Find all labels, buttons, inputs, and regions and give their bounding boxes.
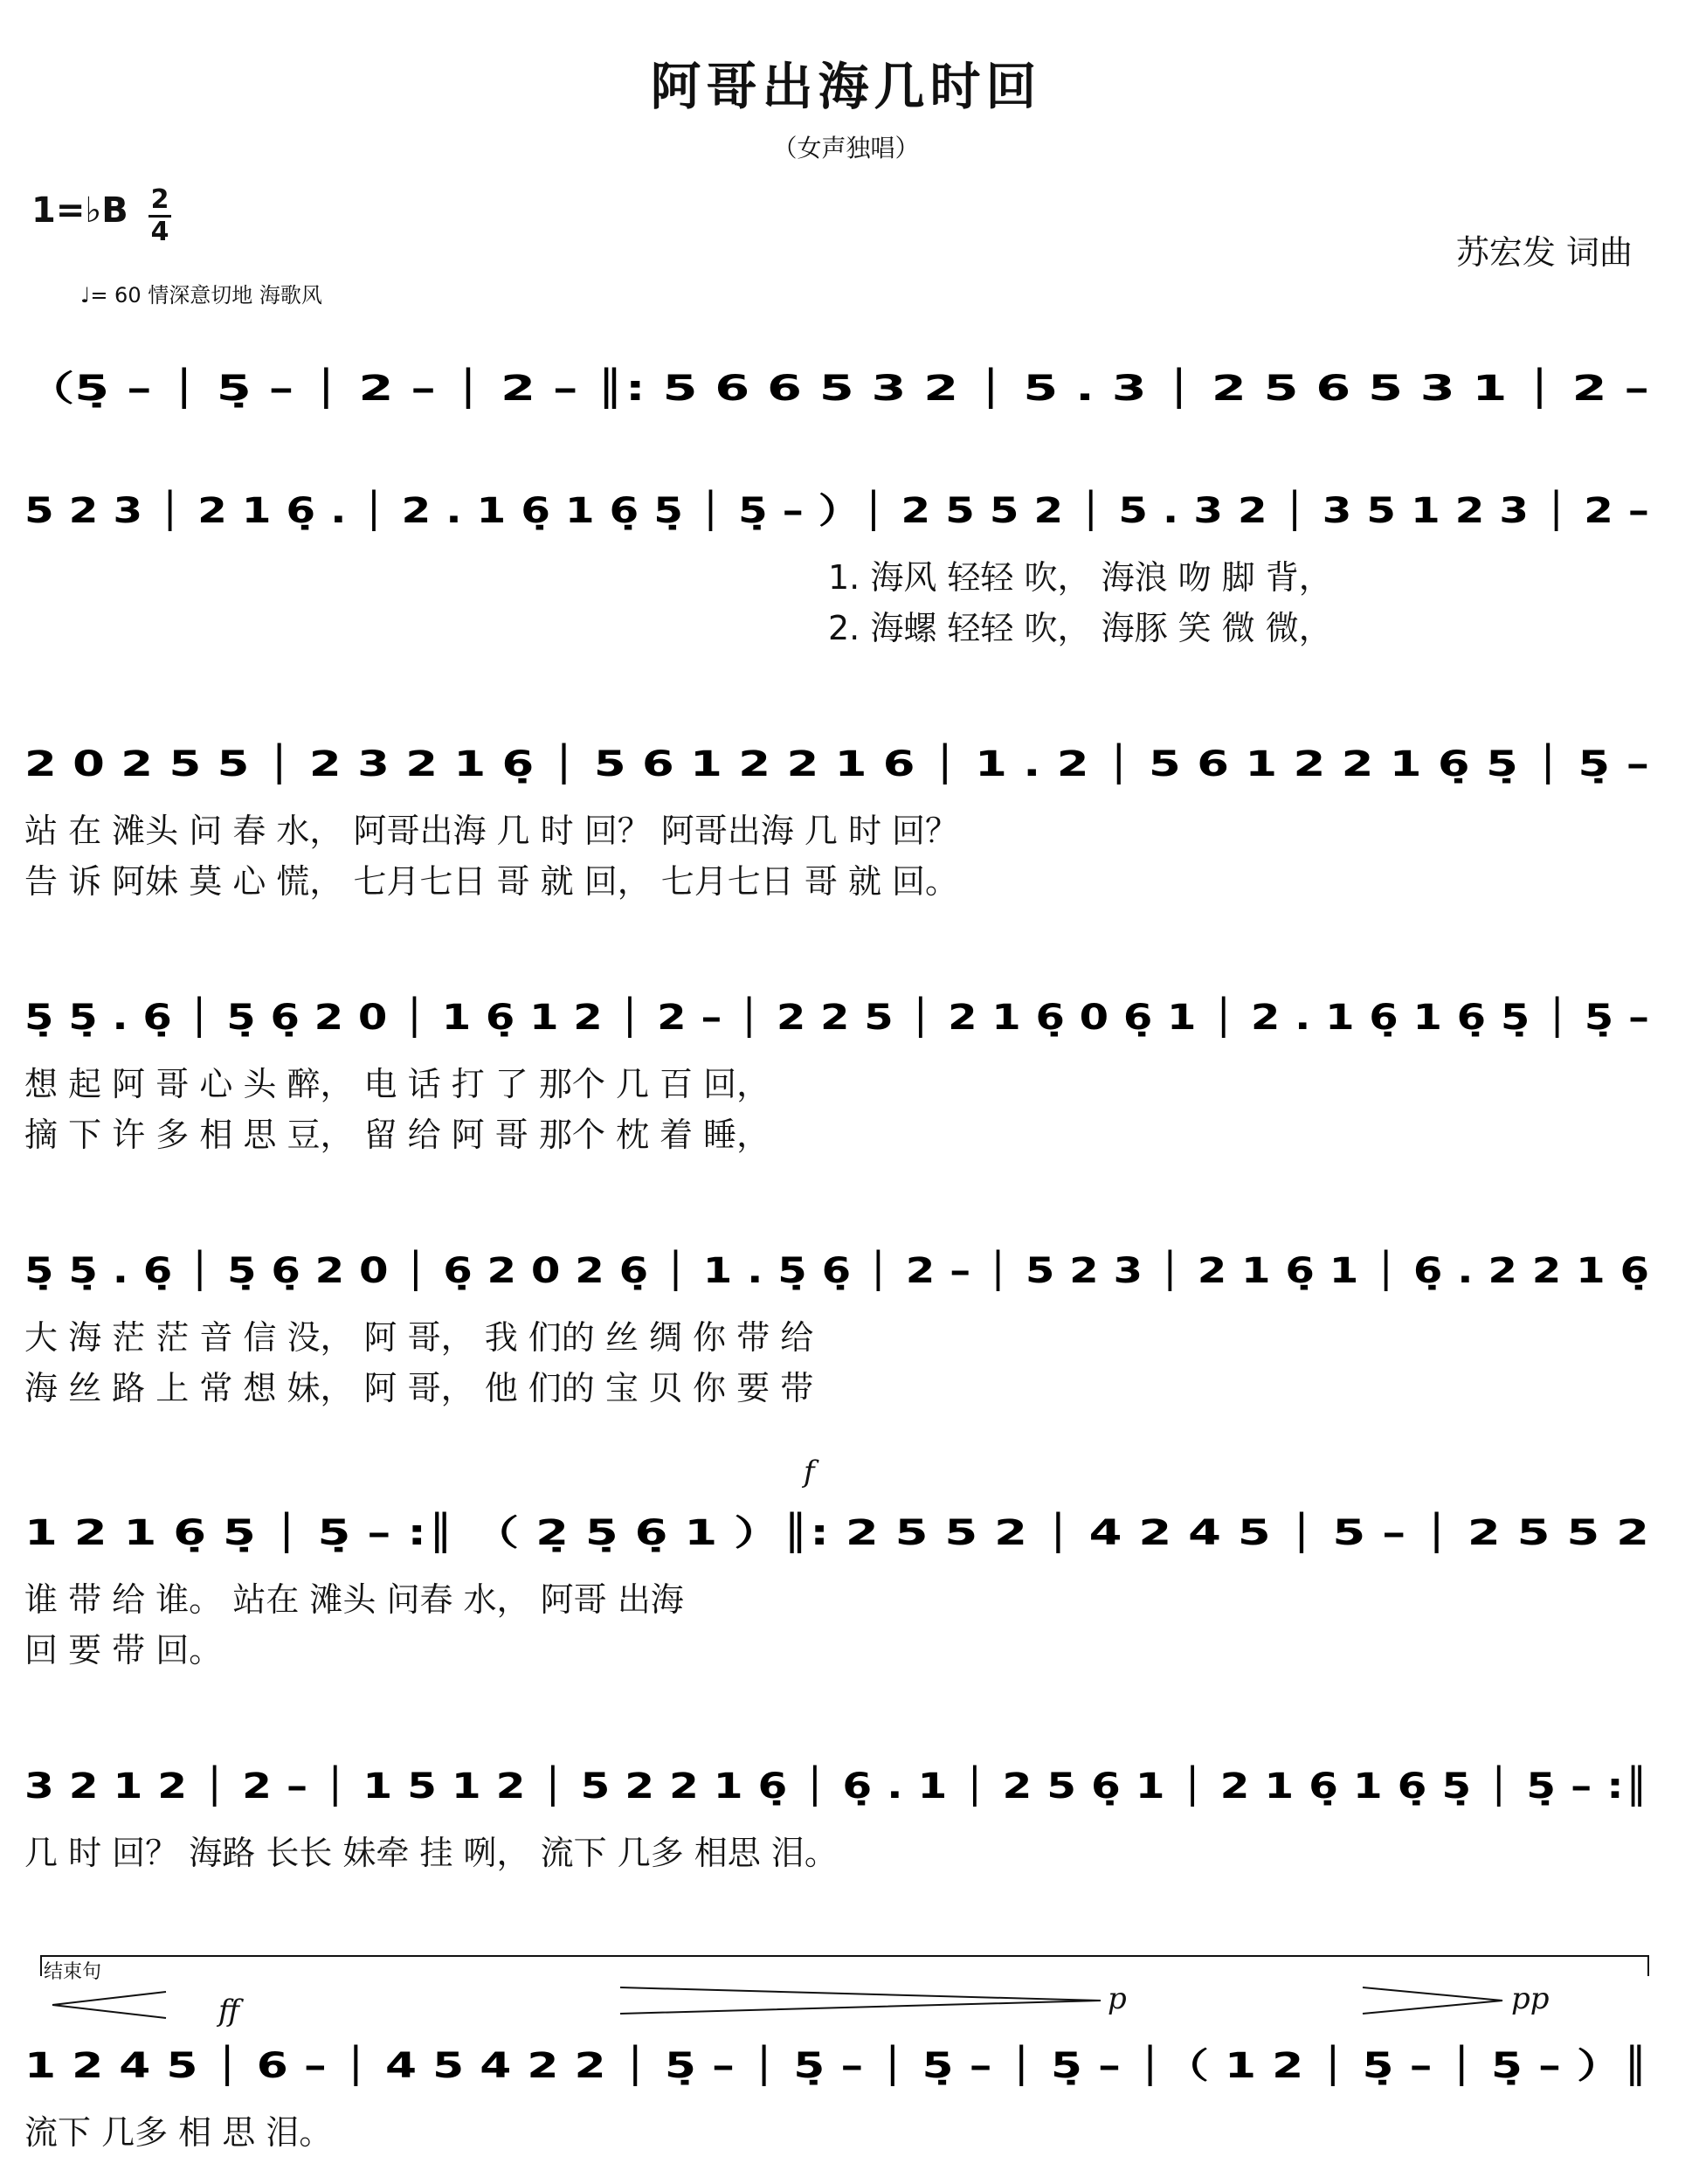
time-signature-bottom: 4 — [150, 217, 169, 247]
dynamic-piano: p — [1108, 1981, 1127, 2016]
key-signature: 1=♭B — [31, 190, 128, 231]
notation-line-8 — [24, 2034, 1667, 2095]
notation-line-7 — [24, 1754, 1667, 1815]
lyric-verse-2: 回 要 带 回。 — [24, 1631, 223, 1669]
time-signature — [148, 184, 171, 247]
notation-text: （5̣ – │ 5̣ – │ 2 – │ 2 – ║: 5 6 6 5 3 2 │ 5 . 3 │ 2 5 6 5 3 1 │ 2 – — [24, 369, 1161, 409]
notation-line-3 — [24, 732, 1667, 793]
song-subtitle: （女声独唱） — [772, 134, 920, 162]
notation-line-6 — [24, 1501, 1667, 1562]
lyric-verse-1: 流下 几多 相 思 泪。 — [24, 2113, 333, 2152]
lyric-verse-2: 告 诉 阿妹 莫 心 慌， 七月七日 哥 就 回， 七月七日 哥 就 回。 — [24, 862, 959, 901]
lyric-verse-1: 1. 海风 轻轻 吹， 海浪 吻 脚 背， — [828, 558, 1332, 597]
notation-text: 5 2 3 │ 2 1 6̣ . │ 2 . 1 6̣ 1 6̣ 5̣ │ 5̣ – ）│ 2 5 5 2 │ 5 . 3 2 │ 3 5 1 2 3 │ 2 – — [24, 491, 1364, 531]
notation-line-2 — [24, 479, 1667, 540]
diminuendo-hairpin-2 — [1363, 1987, 1502, 2014]
notation-text: 1 2 4 5 │ 6 – │ 4 5 4 2 2 │ 5̣ – │ 5̣ – │ 5̣ – │ 5̣ – │（ 1 2 │ 5̣ – │ 5̣ – ）║ — [24, 2046, 1279, 2086]
notation-line-5 — [24, 1239, 1667, 1300]
tempo-marking: ♩= 60 情深意切地 海歌风 — [80, 283, 322, 308]
composer-credit: 苏宏发 词曲 — [1455, 233, 1633, 272]
dynamic-pianissimo: pp — [1511, 1981, 1550, 2016]
lyric-verse-2: 海 丝 路 上 常 想 妹， 阿 哥， 他 们的 宝 贝 你 要 带 — [24, 1369, 814, 1407]
time-signature-top: 2 — [150, 184, 169, 215]
notation-text: 5̣ 5̣ . 6̣ │ 5̣ 6̣ 2 0 │ 1 6̣ 1 2 │ 2 – │ 2 2 5 │ 2 1 6̣ 0 6̣ 1 │ 2 . 1 6̣ 1 6̣ 5̣ │ 5̣ – — [24, 998, 1377, 1038]
ending-label: 结束句 — [44, 1961, 102, 1983]
lyric-verse-1: 谁 带 给 谁。 站在 滩头 问春 水， 阿哥 出海 — [24, 1580, 684, 1619]
lyric-verse-1: 站 在 滩头 问 春 水， 阿哥出海 几 时 回？ 阿哥出海 几 时 回？ — [24, 812, 959, 850]
lyric-verse-2: 摘 下 许 多 相 思 豆， 留 给 阿 哥 那个 枕 着 睡， — [24, 1116, 770, 1154]
dynamic-forte: f — [804, 1455, 815, 1489]
notation-text: 3 2 1 2 │ 2 – │ 1 5 1 2 │ 5 2 2 1 6̣ │ 6̣ . 1 │ 2 5 6̣ 1 │ 2 1 6̣ 1 6̣ 5̣ │ 5̣ – :║ — [24, 1766, 1362, 1807]
dynamic-fortissimo: ff — [218, 1994, 240, 2028]
hairpins — [35, 1983, 1660, 2035]
crescendo-hairpin — [52, 1992, 166, 2018]
ending-bracket-right — [1647, 1955, 1649, 1976]
lyric-verse-1: 几 时 回？ 海路 长长 妹牵 挂 咧， 流下 几多 相思 泪。 — [24, 1834, 838, 1872]
notation-text: 1 2 1 6̣ 5̣ │ 5̣ – :║ （ 2̣ 5̣ 6̣ 1 ）║: 2 5 5 2 │ 4 2 4 5 │ 5 – │ 2 5 5 2 — [24, 1513, 1220, 1553]
lyric-verse-1: 想 起 阿 哥 心 头 醉， 电 话 打 了 那个 几 百 回， — [24, 1065, 770, 1103]
notation-text: 2 0 2 5 5 │ 2 3 2 1 6̣ │ 5 6 1 2 2 1 6 │ 1 . 2 │ 5 6 1 2 2 1 6̣ 5̣ │ 5̣ – — [24, 744, 1255, 784]
notation-line-1 — [24, 356, 1667, 418]
ending-bracket-left — [40, 1955, 42, 1976]
ending-bracket — [40, 1955, 1649, 1957]
notation-text: 5̣ 5̣ . 6̣ │ 5̣ 6̣ 2 0 │ 6̣ 2 0 2 6̣ │ 1 . 5̣ 6̣ │ 2 – │ 5 2 3 │ 2 1 6̣ 1 │ 6̣ . 2 2 1 6̣ — [24, 1251, 1372, 1291]
lyric-verse-2: 2. 海螺 轻轻 吹， 海豚 笑 微 微， — [828, 609, 1332, 647]
song-title: 阿哥出海几时回 — [650, 57, 1042, 116]
notation-line-4 — [24, 985, 1667, 1047]
diminuendo-hairpin-1 — [620, 1987, 1101, 2014]
lyric-verse-1: 大 海 茫 茫 音 信 没， 阿 哥， 我 们的 丝 绸 你 带 给 — [24, 1318, 814, 1357]
